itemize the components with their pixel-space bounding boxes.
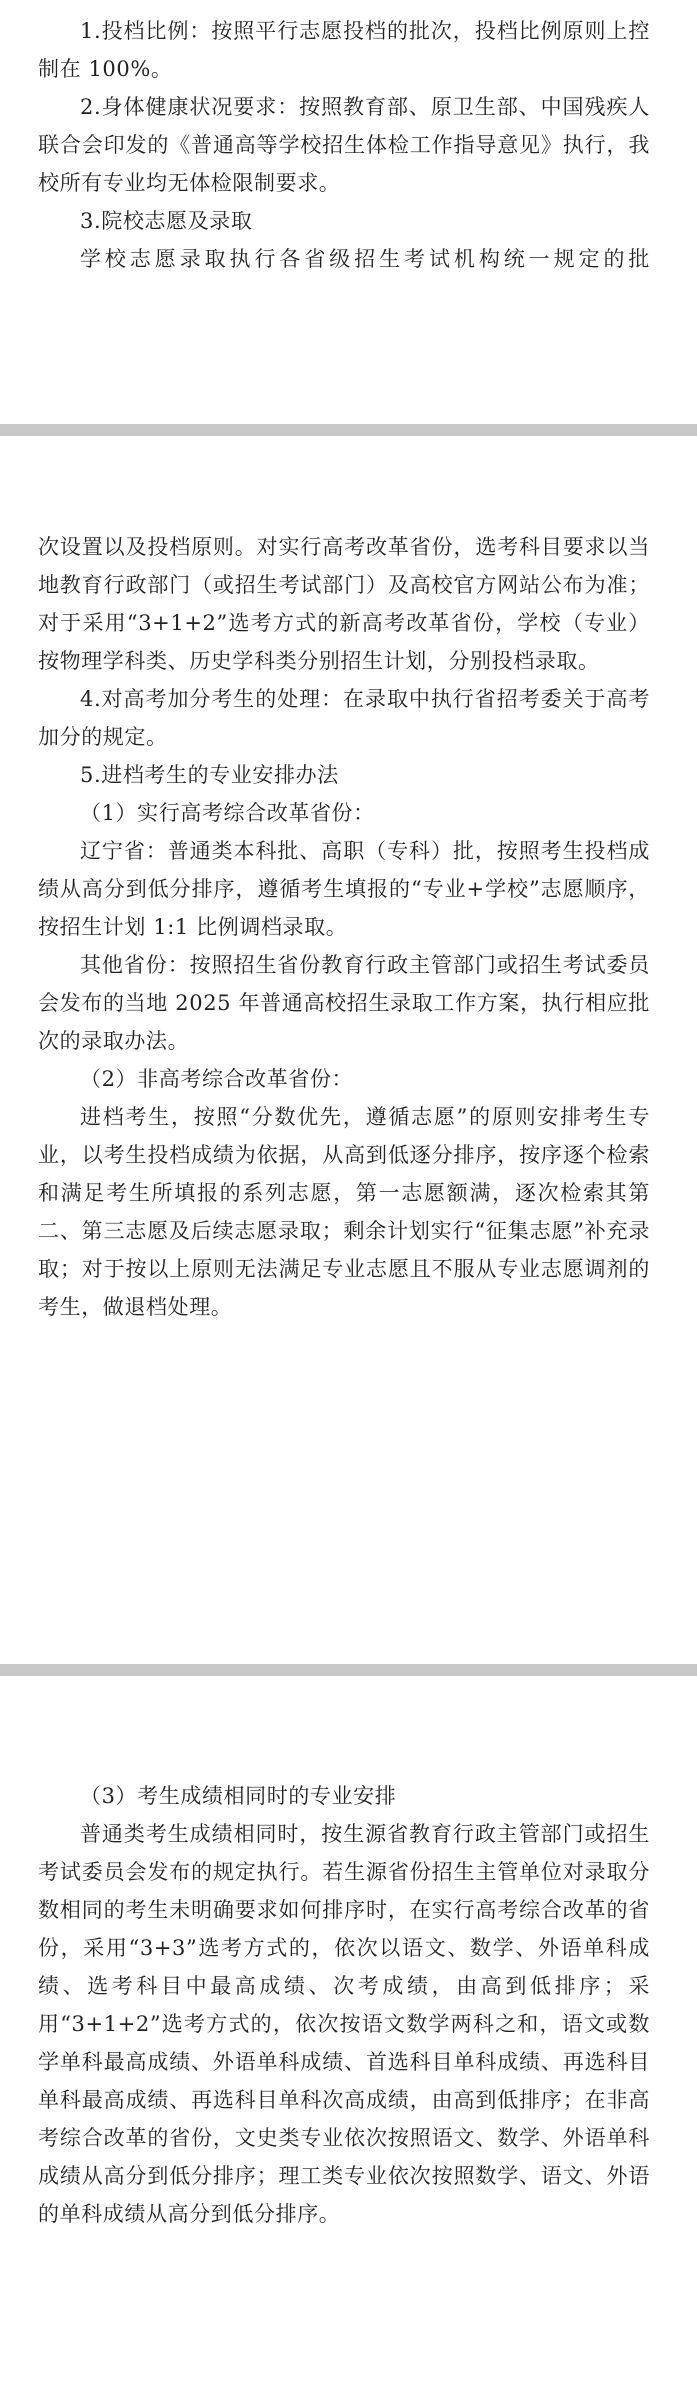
heading-school-preference: 3.院校志愿及录取: [80, 209, 253, 233]
document-page-1: [0, 0, 697, 424]
page-3-text: [38, 1777, 650, 2233]
paragraph-admission-ratio: 1.投档比例：按照平行志愿投档的批次，投档比例原则上控制在 100%。: [38, 19, 650, 81]
paragraph-bonus-points: 4.对高考加分考生的处理：在录取中执行省招考委关于高考加分的规定。: [38, 687, 650, 749]
page-1-text: [38, 12, 650, 278]
document-page-2: [0, 436, 697, 1664]
document-page-3: [0, 1676, 697, 2385]
page-separator: [0, 424, 697, 436]
heading-equal-scores: （3）考生成绩相同时的专业安排: [80, 1784, 397, 1808]
heading-reform-provinces: （1）实行高考综合改革省份：: [80, 801, 375, 825]
page-2-text: [38, 528, 650, 1326]
heading-non-reform-provinces: （2）非高考综合改革省份：: [80, 1067, 354, 1091]
paragraph-preference-start: 学校志愿录取执行各省级招生考试机构统一规定的批: [80, 247, 650, 271]
paragraph-score-priority: 进档考生，按照“分数优先，遵循志愿”的原则安排考生专业，以考生投档成绩为依据，从高到低逐分排序，按序逐个检索和满足考生所填报的系列志愿，第一志愿额满，逐次检索其第二、第三志愿及后续志愿录取；剩余计划实行“征集志愿”补充录取；对于按以上原则无法满足专业志愿且不服从专业志愿调剂的考生，做退档处理。: [38, 1105, 650, 1319]
paragraph-liaoning: 辽宁省：普通类本科批、高职（专科）批，按照考生投档成绩从高分到低分排序，遵循考生填报的“专业+学校”志愿顺序，按招生计划 1:1 比例调档录取。: [38, 839, 650, 939]
heading-major-arrangement: 5.进档考生的专业安排办法: [80, 763, 339, 787]
paragraph-other-provinces: 其他省份：按照招生省份教育行政主管部门或招生考试委员会发布的当地 2025 年普通高校招生录取工作方案，执行相应批次的录取办法。: [38, 953, 650, 1053]
paragraph-preference-continued: 次设置以及投档原则。对实行高考改革省份，选考科目要求以当地教育行政部门（或招生考试部门）及高校官方网站公布为准；对于采用“3+1+2”选考方式的新高考改革省份，学校（专业）按物理学科类、历史学科类分别招生计划，分别投档录取。: [38, 535, 650, 673]
page-separator: [0, 1664, 697, 1676]
paragraph-health-requirements: 2.身体健康状况要求：按照教育部、原卫生部、中国残疾人联合会印发的《普通高等学校招生体检工作指导意见》执行，我校所有专业均无体检限制要求。: [38, 95, 650, 195]
paragraph-equal-scores-rules: 普通类考生成绩相同时，按生源省教育行政主管部门或招生考试委员会发布的规定执行。若生源省份招生主管单位对录取分数相同的考生未明确要求如何排序时，在实行高考综合改革的省份，采用“3+3”选考方式的，依次以语文、数学、外语单科成绩、选考科目中最高成绩、次考成绩，由高到低排序；采用“3+1+2”选考方式的，依次按语文数学两科之和，语文或数学单科最高成绩、外语单科成绩、首选科目单科成绩、再选科目单科最高成绩、再选科目单科次高成绩，由高到低排序；在非高考综合改革的省份，文史类专业依次按照语文、数学、外语单科成绩从高分到低分排序；理工类专业依次按照数学、语文、外语的单科成绩从高分到低分排序。: [38, 1822, 650, 2226]
